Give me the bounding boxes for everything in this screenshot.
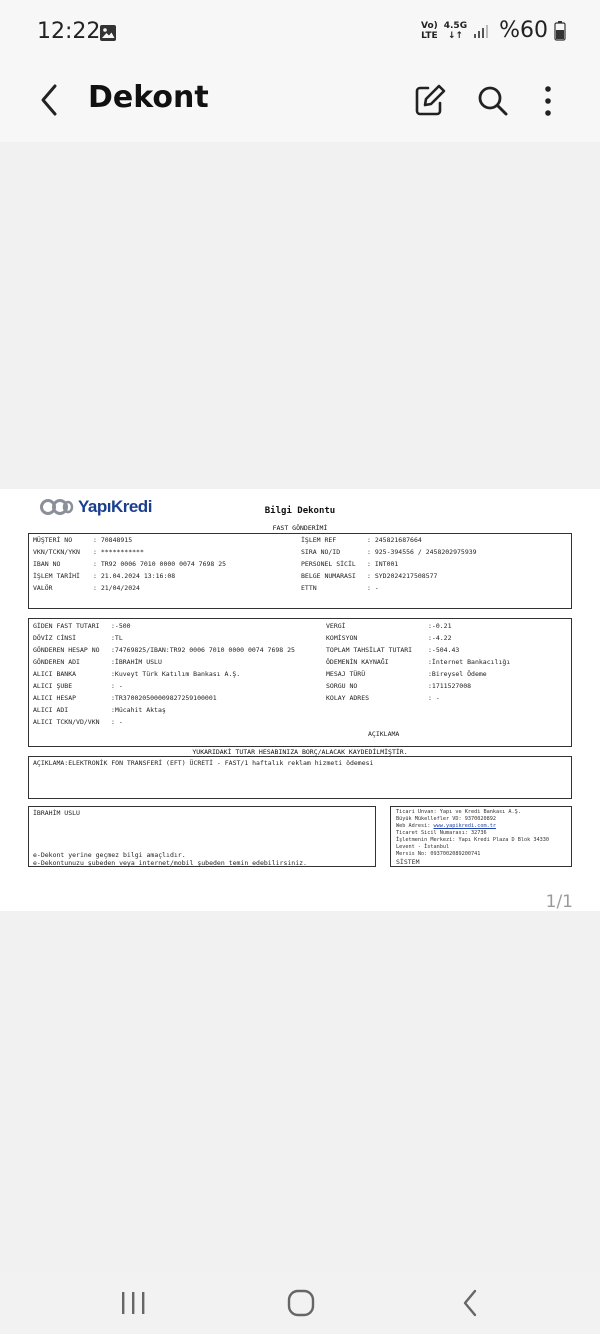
- detail-row: ALICI TCKN/VD/VKN : -: [33, 718, 123, 726]
- mobile-data-icon: 4.5G ↓↑: [443, 20, 468, 41]
- document-page[interactable]: [0, 489, 600, 911]
- status-indicators: [421, 18, 566, 43]
- battery-icon: [554, 21, 566, 41]
- recent-apps-icon: [108, 1280, 158, 1326]
- app-bar: [0, 64, 600, 142]
- back-button[interactable]: [32, 80, 68, 120]
- search-icon: [474, 80, 510, 120]
- page-counter: 1/1: [545, 892, 573, 912]
- notice-text: YUKARIDAKİ TUTAR HESABINIZA BORÇ/ALACAK KAYDEDİLMİŞTİR.: [192, 748, 408, 756]
- detail-row: ALICI ADI :Mücahit Aktaş: [33, 706, 166, 714]
- recent-apps-button[interactable]: [108, 1280, 158, 1326]
- detail-row: KOLAY ADRES : -: [326, 694, 440, 702]
- system-label: SİSTEM: [396, 858, 420, 866]
- info-row: MÜŞTERİ NO : 70848915: [33, 536, 133, 544]
- detail-row: MESAJ TÜRÜ :Bireysel Ödeme: [326, 670, 487, 678]
- company-line: Mersis No: 0937002089200741: [396, 851, 481, 857]
- company-web-line: Web Adresi: www.yapikredi.com.tr: [396, 823, 496, 829]
- description-text: AÇIKLAMA:ELEKTRONİK FON TRANSFERİ (EFT) ÜCRETİ - FAST/1 haftalık reklam hizmeti ödemesi: [33, 759, 374, 767]
- detail-row: TOPLAM TAHSİLAT TUTARI :-504.43: [326, 646, 460, 654]
- footer-name: İBRAHİM USLU: [33, 809, 80, 817]
- company-line: Levent - İstanbul: [396, 844, 450, 850]
- signal-icon: [473, 23, 489, 39]
- detail-row: GİDEN FAST TUTARI :-500: [33, 622, 131, 630]
- info-row: İŞLEM TARİHİ : 21.04.2024 13:16:08: [33, 572, 176, 580]
- info-row: ETTN : -: [301, 584, 379, 592]
- page-title: Dekont: [88, 80, 209, 115]
- volte-icon: Vo) LTE: [420, 20, 438, 41]
- pdf-viewer[interactable]: [0, 142, 600, 1272]
- detail-row: GÖNDEREN ADI :İBRAHİM USLU: [33, 658, 162, 666]
- footer-note-1: e-Dekont yerine geçmez bilgi amaçlıdır.: [33, 851, 186, 859]
- company-line: Büyük Mükellefler VD: 9370020892: [396, 816, 496, 822]
- info-row: VALÖR : 21/04/2024: [33, 584, 140, 592]
- info-row: PERSONEL SİCİL : INT001: [301, 560, 399, 568]
- edit-button[interactable]: [412, 80, 448, 120]
- detail-row: ALICI BANKA :Kuveyt Türk Katılım Bankası A.Ş.: [33, 670, 241, 678]
- company-line: Ticari Unvan: Yapı ve Kredi Bankası A.Ş.: [396, 809, 521, 815]
- more-vertical-icon: [530, 80, 566, 120]
- document-title: Bilgi Dekontu: [264, 506, 336, 516]
- gallery-notification-icon: [99, 24, 117, 42]
- battery-percent: %60: [499, 18, 548, 43]
- status-time: 12:22: [37, 19, 101, 44]
- more-options-button[interactable]: [530, 80, 566, 120]
- info-row: SIRA NO/ID : 925-394556 / 2458202975939: [301, 548, 477, 556]
- home-icon: [276, 1280, 326, 1326]
- logo-text: YapıKredi: [78, 497, 152, 516]
- detail-row: ALICI HESAP :TR370020500009827259100001: [33, 694, 217, 702]
- detail-row: SORGU NO :1711527008: [326, 682, 472, 690]
- company-line: İşletmenin Merkezi: Yapı Kredi Plaza D Blok 34330: [396, 837, 550, 843]
- detail-row: VERGİ :-0.21: [326, 622, 452, 630]
- aciklama-heading: AÇIKLAMA: [368, 730, 400, 738]
- document-subtitle: FAST GÖNDERİMİ: [272, 524, 328, 532]
- chevron-left-icon: [32, 80, 68, 120]
- nav-back-icon: [446, 1280, 496, 1326]
- status-bar: [0, 0, 600, 64]
- detail-row: DÖVİZ CİNSİ :TL: [33, 634, 123, 642]
- company-line: Ticaret Sicil Numarası: 32736: [396, 830, 487, 836]
- edit-icon: [412, 80, 448, 120]
- info-box: [28, 533, 572, 609]
- info-row: IBAN NO : TR92 0006 7010 0000 0074 7698 25: [33, 560, 227, 568]
- detail-row: KOMİSYON :-4.22: [326, 634, 452, 642]
- detail-row: GÖNDEREN HESAP NO :74769825/IBAN:TR92 0006 7010 0000 0074 7698 25: [33, 646, 295, 654]
- company-web-link[interactable]: www.yapikredi.com.tr: [433, 823, 496, 829]
- detail-row: ALICI ŞUBE : -: [33, 682, 123, 690]
- detail-row: ÖDEMENİN KAYNAĞI :İnternet Bankacılığı: [326, 658, 511, 666]
- navigation-bar: [0, 1272, 600, 1334]
- nav-back-button[interactable]: [446, 1280, 496, 1326]
- footer-note-2: e-Dekontunuzu şubeden veya internet/mobil şubeden temin edebilirsiniz.: [33, 859, 307, 867]
- info-row: İŞLEM REF : 245821687664: [301, 536, 422, 544]
- info-row: BELGE NUMARASI : SYD2024217508577: [301, 572, 438, 580]
- home-button[interactable]: [276, 1280, 326, 1326]
- search-button[interactable]: [474, 80, 510, 120]
- info-row: VKN/TCKN/YKN : ***********: [33, 548, 144, 556]
